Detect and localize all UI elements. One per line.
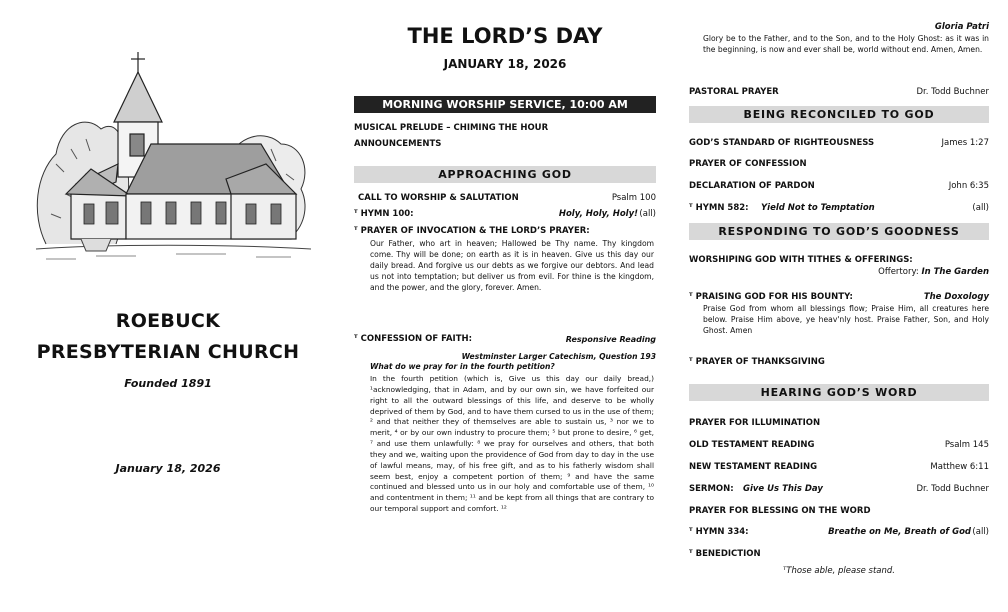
page-title: THE LORD’S DAY bbox=[407, 24, 603, 48]
offertory bbox=[689, 267, 989, 278]
catechism-answer: In the fourth petition (which is, Give us this day our daily bread,) ¹acknowledging, that in Adam, and by our own sin, we have forfeited our right to all the outward blessings of this life, and deserve to be wholly deprived of them by God, and to have them cursed to us in the use of them; ² and that neither they of themselves are able to sustain us, ³ nor we to merit, ⁴ or by our own industry to procure them; ⁵ but prone to desire, ⁶ get, ⁷ and use them unlawfully: ⁸ we pray for ourselves and others, that both they and we, waiting upon the providence of God from day to day in the use of lawful means, may, of his free gift, and as to his fatherly wisdom shall seem best, enjoy a competent portion of them; ⁹ and have the same continued and blessed unto us in our holy and comfortable use of them, ¹⁰ and contentment in them; ¹¹ and be kept from all things that are contrary to our temporal support and comfort. ¹² bbox=[370, 374, 654, 514]
confession-label: ᵀ CONFESSION OF FAITH: bbox=[354, 334, 472, 344]
church-name-line2: PRESBYTERIAN CHURCH bbox=[36, 341, 300, 363]
gloria-patri-title: Gloria Patri bbox=[934, 22, 989, 32]
gloria-patri-heading bbox=[689, 22, 989, 33]
service-bar: MORNING WORSHIP SERVICE, 10:00 AM bbox=[354, 96, 656, 113]
benediction: ᵀ BENEDICTION bbox=[689, 549, 761, 559]
gods-standard bbox=[689, 138, 989, 149]
prayer-of-thanksgiving: ᵀ PRAYER OF THANKSGIVING bbox=[689, 357, 825, 367]
order-of-worship-panel bbox=[354, 0, 656, 612]
gods-standard-ref: James 1:27 bbox=[941, 138, 989, 148]
section-responding: RESPONDING TO GOD’S GOODNESS bbox=[689, 223, 989, 240]
church-illustration bbox=[26, 44, 316, 294]
doxology-text: Praise God from whom all blessings flow; Praise Him, all creatures here below. Praise Him above, ye heav'nly host. Praise Father, Son, and Holy Ghost. Amen bbox=[703, 304, 989, 335]
section-hearing-word: HEARING GOD’S WORD bbox=[689, 384, 989, 401]
gods-standard-label: GOD’S STANDARD OF RIGHTEOUSNESS bbox=[689, 138, 875, 148]
hymn-582-all: (all) bbox=[972, 203, 989, 213]
nt-ref: Matthew 6:11 bbox=[930, 462, 989, 472]
hymn-582-label: ᵀ HYMN 582: bbox=[689, 203, 749, 213]
gloria-patri-text: Glory be to the Father, and to the Son, and to the Holy Ghost: as it was in the beginning, is now and ever shall be, world without end. Amen, Amen. bbox=[703, 34, 989, 54]
call-to-worship-label: CALL TO WORSHIP & SALUTATION bbox=[358, 193, 519, 203]
cover-date: January 18, 2026 bbox=[115, 462, 221, 475]
prayer-for-blessing: PRAYER FOR BLESSING ON THE WORD bbox=[689, 506, 871, 516]
hymn-582-title: Yield Not to Temptation bbox=[761, 203, 875, 213]
prayer-of-confession: PRAYER OF CONFESSION bbox=[689, 159, 807, 169]
sermon-label: SERMON: bbox=[689, 484, 734, 494]
tithes-offerings: WORSHIPING GOD WITH TITHES & OFFERINGS: bbox=[689, 255, 913, 265]
hymn-582 bbox=[689, 203, 989, 214]
hymn-100-title: Holy, Holy, Holy! bbox=[558, 209, 638, 219]
hymn-334-title: Breathe on Me, Breath of God bbox=[828, 527, 971, 537]
offertory-label: Offertory: bbox=[878, 267, 922, 277]
musical-prelude: MUSICAL PRELUDE – CHIMING THE HOUR bbox=[354, 123, 549, 133]
hymn-100-all: (all) bbox=[639, 209, 656, 219]
call-to-worship-ref: Psalm 100 bbox=[611, 193, 656, 203]
order-of-worship-continued bbox=[689, 0, 989, 612]
prayer-for-illumination: PRAYER FOR ILLUMINATION bbox=[689, 418, 821, 428]
nt-label: NEW TESTAMENT READING bbox=[689, 462, 818, 472]
praising-god bbox=[689, 292, 989, 303]
praising-god-label: ᵀ PRAISING GOD FOR HIS BOUNTY: bbox=[689, 292, 853, 302]
hymn-100-label: ᵀ HYMN 100: bbox=[354, 209, 414, 219]
pardon-ref: John 6:35 bbox=[948, 181, 989, 191]
church-name-line1: ROEBUCK bbox=[115, 310, 221, 332]
hymn-334 bbox=[689, 527, 989, 538]
confession-responsive: Responsive Reading bbox=[565, 335, 656, 344]
pastoral-prayer bbox=[689, 87, 989, 98]
ot-ref: Psalm 145 bbox=[944, 440, 989, 450]
hymn-334-all: (all) bbox=[972, 527, 989, 537]
section-being-reconciled: BEING RECONCILED TO GOD bbox=[689, 106, 989, 123]
confession-of-faith bbox=[354, 334, 656, 345]
confession-source-row bbox=[354, 351, 656, 361]
lords-prayer-text: Our Father, who art in heaven; Hallowed be Thy name. Thy kingdom come. Thy will be done; on earth as it is in heaven. Give us this day our daily bread. And forgive us our debts as we forgive our debtors. And lead us not into temptation; but deliver us from evil. For thine is the kingdom, and the power, and the glory, forever. Amen. bbox=[370, 239, 654, 292]
catechism-question: What do we pray for in the fourth petition? bbox=[370, 362, 555, 371]
service-date: JANUARY 18, 2026 bbox=[443, 57, 567, 71]
hymn-100 bbox=[354, 209, 656, 220]
section-approaching-god: APPROACHING GOD bbox=[354, 166, 656, 183]
sermon-preacher: Dr. Todd Buchner bbox=[916, 484, 989, 494]
pardon-label: DECLARATION OF PARDON bbox=[689, 181, 815, 191]
doxology-title: The Doxology bbox=[923, 292, 989, 302]
confession-source: Westminster Larger Catechism, Question 193 bbox=[461, 352, 656, 361]
stand-note: ᵀThose able, please stand. bbox=[782, 566, 896, 576]
sermon bbox=[689, 484, 989, 495]
offertory-title: In The Garden bbox=[921, 267, 989, 277]
old-testament-reading bbox=[689, 440, 989, 451]
pastoral-prayer-label: PASTORAL PRAYER bbox=[689, 87, 779, 97]
offertory-text bbox=[878, 267, 989, 278]
sermon-title: Give Us This Day bbox=[743, 484, 823, 494]
call-to-worship bbox=[358, 193, 656, 204]
announcements: ANNOUNCEMENTS bbox=[354, 139, 442, 149]
declaration-of-pardon bbox=[689, 181, 989, 192]
pastoral-prayer-leader: Dr. Todd Buchner bbox=[916, 87, 989, 97]
prayer-of-invocation: ᵀ PRAYER OF INVOCATION & THE LORD’S PRAYER: bbox=[354, 226, 590, 236]
ot-label: OLD TESTAMENT READING bbox=[689, 440, 815, 450]
new-testament-reading bbox=[689, 462, 989, 473]
founded-year: Founded 1891 bbox=[124, 377, 212, 390]
hymn-334-label: ᵀ HYMN 334: bbox=[689, 527, 749, 537]
